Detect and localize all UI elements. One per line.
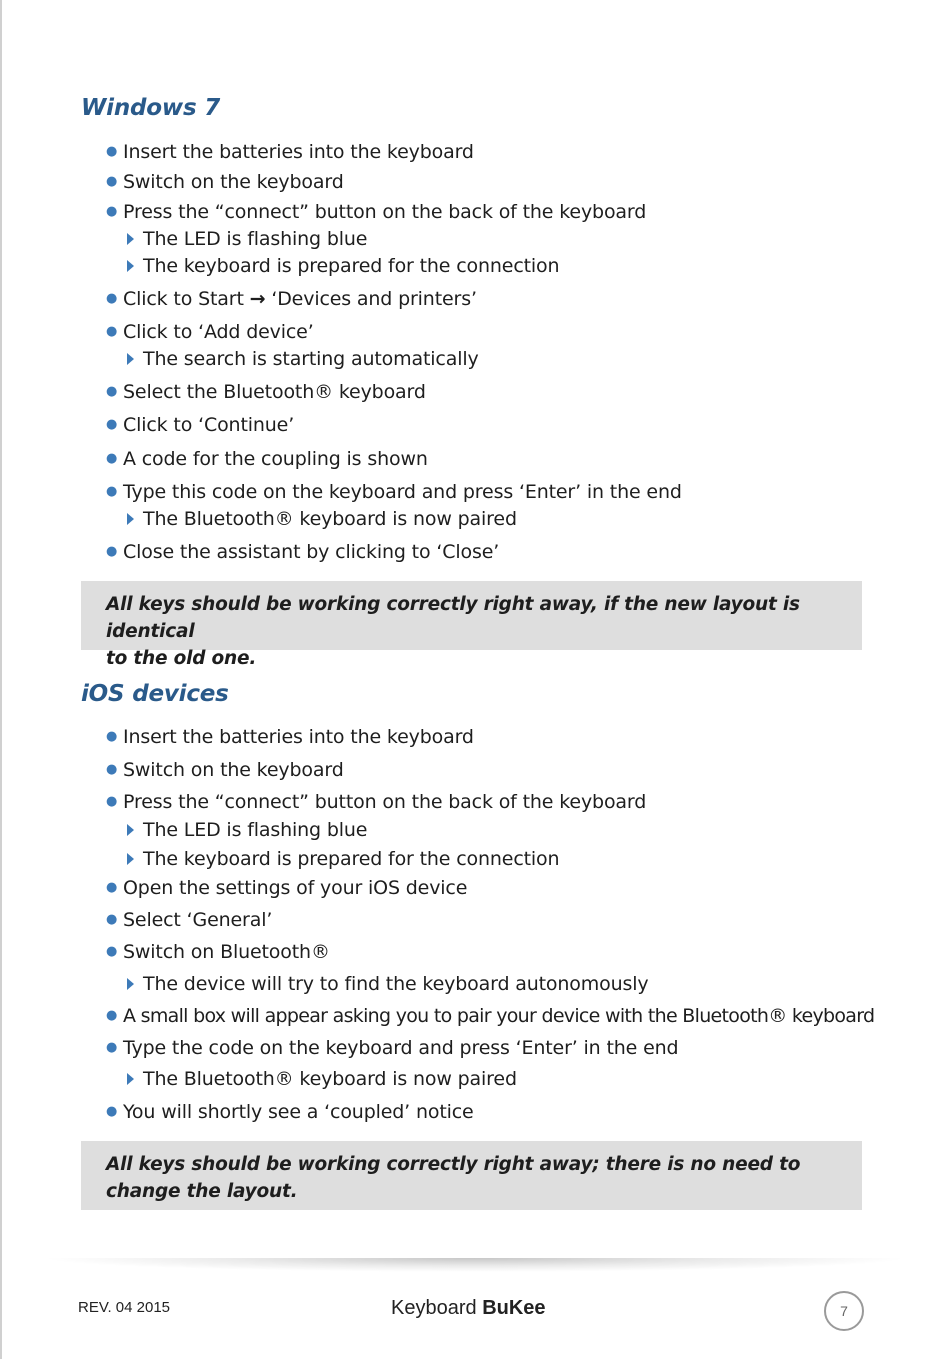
triangle-right-icon bbox=[127, 978, 134, 990]
bullet-icon: ● bbox=[106, 174, 118, 189]
bullet-icon: ● bbox=[106, 451, 118, 466]
bullet-icon: ● bbox=[106, 384, 118, 399]
page-number: 7 bbox=[824, 1291, 864, 1331]
bullet-icon: ● bbox=[106, 544, 118, 559]
triangle-right-icon bbox=[127, 824, 134, 836]
bullet-icon: ● bbox=[106, 144, 118, 159]
triangle-right-icon bbox=[127, 513, 134, 525]
bullet-icon: ● bbox=[106, 417, 118, 432]
bullet-icon: ● bbox=[106, 1008, 117, 1023]
footer-divider bbox=[40, 1258, 910, 1272]
triangle-right-icon bbox=[127, 233, 134, 245]
bullet-icon: ● bbox=[106, 324, 118, 339]
bullet-icon: ● bbox=[106, 880, 118, 895]
section-title-ios: iOS devices bbox=[81, 681, 229, 707]
page-left-rule bbox=[0, 0, 2, 1359]
note-box-windows: All keys should be working correctly right away, if the new layout is identical to the old one. bbox=[81, 581, 862, 650]
bullet-icon: ● bbox=[106, 762, 118, 777]
section-title-windows: Windows 7 bbox=[81, 95, 221, 121]
bullet-icon: ● bbox=[106, 1040, 118, 1055]
bullet-icon: ● bbox=[106, 794, 118, 809]
triangle-right-icon bbox=[127, 1073, 134, 1085]
bullet-icon: ● bbox=[106, 1104, 118, 1119]
triangle-right-icon bbox=[127, 853, 134, 865]
note-box-ios: All keys should be working correctly right away; there is no need to change the layout. bbox=[81, 1141, 862, 1210]
arrow-right-icon: → bbox=[249, 288, 266, 310]
bullet-icon: ● bbox=[106, 204, 118, 219]
bullet-icon: ● bbox=[106, 729, 118, 744]
revision-label: REV. 04 2015 bbox=[78, 1299, 171, 1316]
bullet-icon: ● bbox=[106, 484, 118, 499]
bullet-icon: ● bbox=[106, 944, 118, 959]
triangle-right-icon bbox=[127, 260, 134, 272]
triangle-right-icon bbox=[127, 353, 134, 365]
footer-product-title: Keyboard BuKee bbox=[391, 1297, 546, 1319]
bullet-icon: ● bbox=[106, 291, 118, 306]
bullet-icon: ● bbox=[106, 912, 118, 927]
